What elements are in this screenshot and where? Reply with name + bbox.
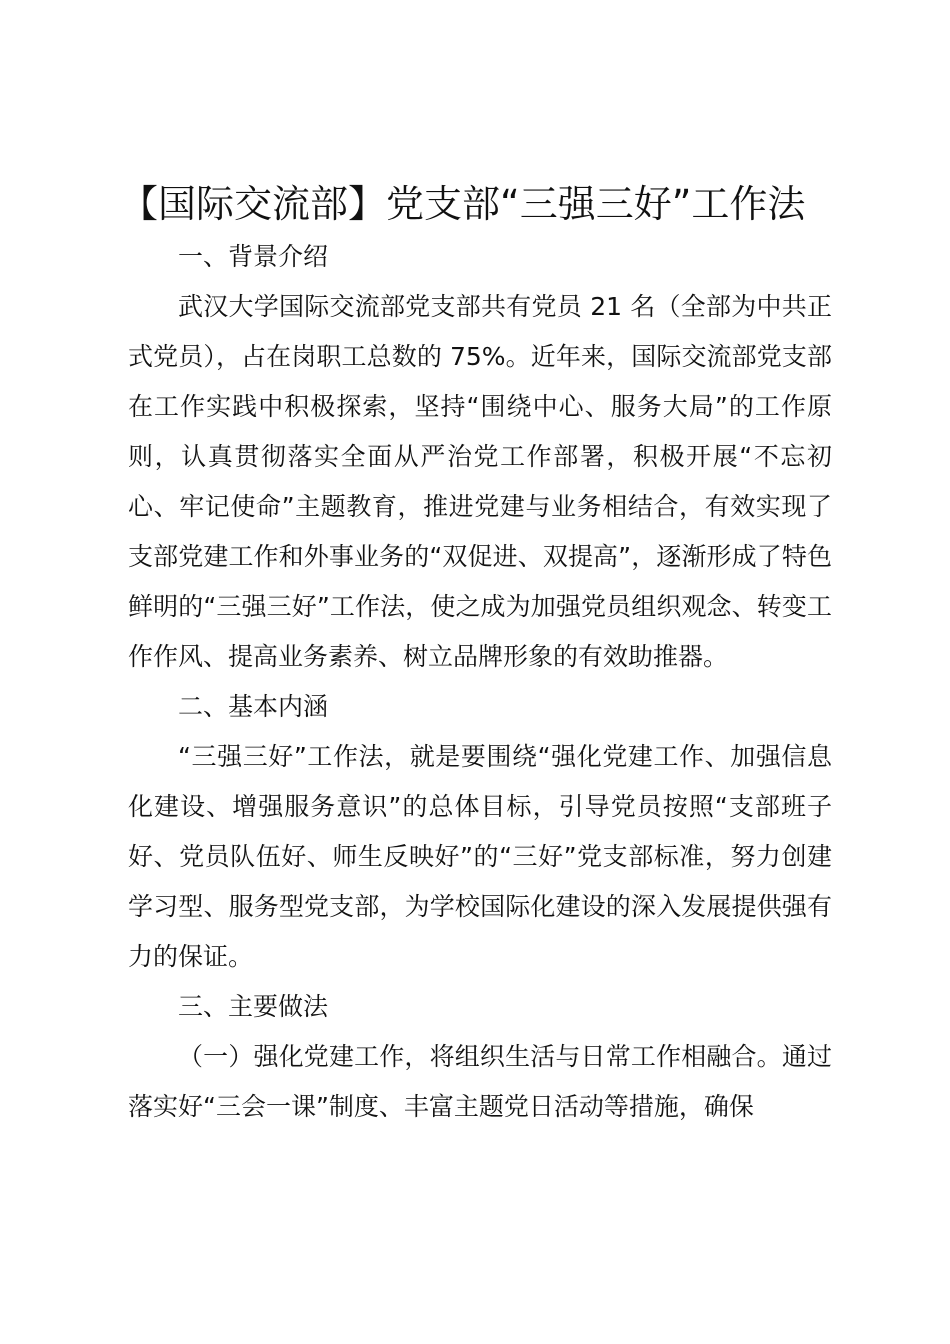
section-heading-practices: 三、主要做法 [178,992,329,1021]
paragraph-practices-1: （一）强化党建工作，将组织生活与日常工作相融合。通过落实好“三会一课”制度、丰富主题党日活动等措施，确保 [128,1042,832,1121]
paragraph-connotation: “三强三好”工作法，就是要围绕“强化党建工作、加强信息化建设、增强服务意识”的总体目标，引导党员按照“支部班子好、党员队伍好、师生反映好”的“三好”党支部标准，努力创建学习型、服务型党支部，为学校国际化建设的深入发展提供强有力的保证。 [128,742,832,971]
section-heading-background: 一、背景介绍 [178,242,329,271]
paragraph-background: 武汉大学国际交流部党支部共有党员 21 名（全部为中共正式党员），占在岗职工总数的 75%。近年来，国际交流部党支部在工作实践中积极探索，坚持“围绕中心、服务大局”的工作原则，认真贯彻落实全面从严治党工作部署，积极开展“不忘初心、牢记使命”主题教育，推进党建与业务相结合，有效实现了支部党建工作和外事业务的“双促进、双提高”，逐渐形成了特色鲜明的“三强三好”工作法，使之成为加强党员组织观念、转变工作作风、提高业务素养、树立品牌形象的有效助推器。 [128,292,832,671]
document-body [128,232,832,1132]
section-heading-connotation: 二、基本内涵 [178,692,329,721]
document-title: 【国际交流部】党支部“三强三好”工作法 [120,182,806,226]
